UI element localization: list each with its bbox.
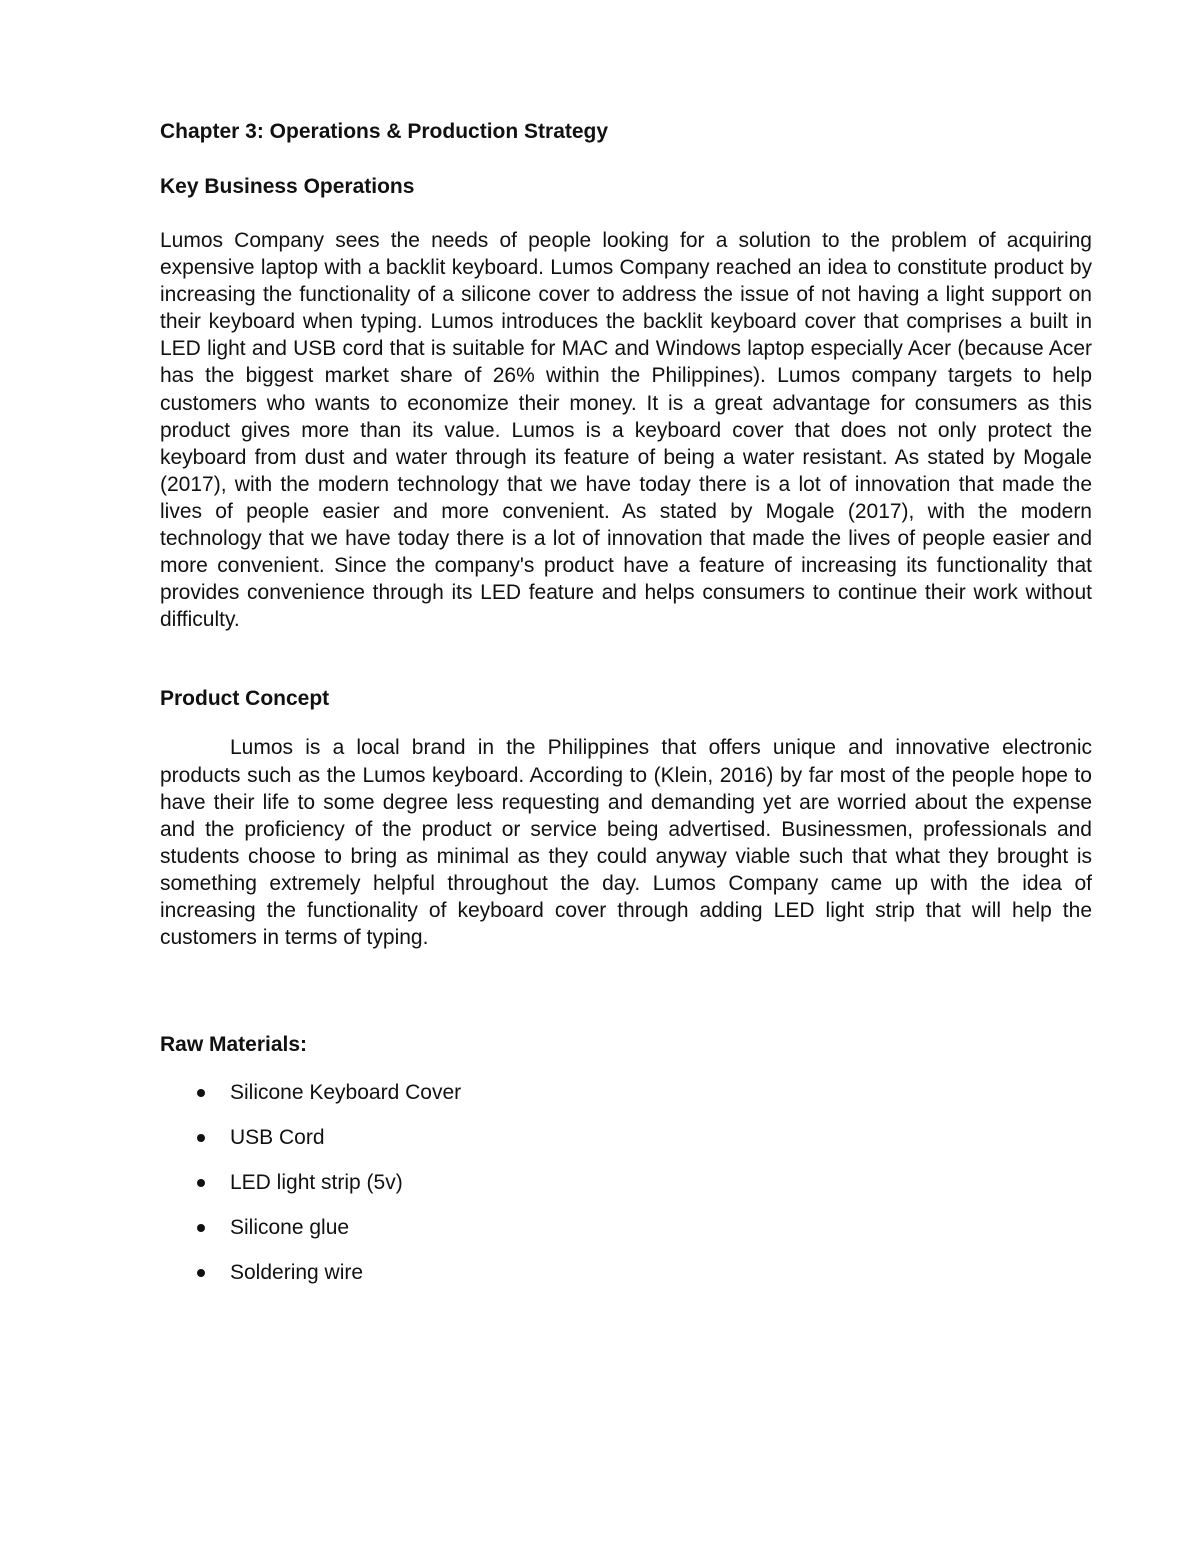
list-item	[160, 1124, 1092, 1169]
list-item	[160, 1079, 1092, 1124]
bullet-icon	[197, 1134, 205, 1142]
list-item-label: Soldering wire	[230, 1261, 364, 1285]
list-item-label: Silicone glue	[230, 1216, 350, 1240]
bullet-icon	[197, 1179, 205, 1187]
list-item	[160, 1214, 1092, 1259]
raw-materials-list	[160, 1079, 1092, 1304]
document-page	[160, 118, 1092, 1304]
bullet-icon	[197, 1224, 205, 1232]
bullet-icon	[197, 1269, 205, 1277]
list-item-label: Silicone Keyboard Cover	[230, 1081, 462, 1105]
list-item-label: LED light strip (5v)	[230, 1171, 403, 1195]
key-business-operations-heading: Key Business Operations	[160, 175, 415, 198]
list-item-label: USB Cord	[230, 1126, 325, 1150]
bullet-icon	[197, 1089, 205, 1097]
raw-materials-heading: Raw Materials:	[160, 1033, 308, 1057]
product-concept-heading: Product Concept	[160, 687, 330, 711]
list-item	[160, 1169, 1092, 1214]
product-concept-paragraph: Lumos is a local brand in the Philippines that offers unique and innovative electronic products such as the Lumos keyboard. According to (Klein, 2016) by far most of the people hope to have their life to some degree less requesting and demanding yet are worried about the expense and the proficiency of the product or service being advertised. Businessmen, professionals and students choose to bring as minimal as they could anyway viable such that what they brought is something extremely helpful throughout the day. Lumos Company came up with the idea of increasing the functionality of keyboard cover through adding LED light strip that will help the customers in terms of typing.	[160, 736, 1092, 950]
list-item	[160, 1259, 1092, 1304]
key-business-operations-paragraph: Lumos Company sees the needs of people looking for a solution to the problem of acquiring expensive laptop with a backlit keyboard. Lumos Company reached an idea to constitute product by increasing the functionality of a silicone cover to address the issue of not having a light support on their keyboard when typing. Lumos introduces the backlit keyboard cover that comprises a built in LED light and USB cord that is suitable for MAC and Windows laptop especially Acer (because Acer has the biggest market share of 26% within the Philippines). Lumos company targets to help customers who wants to economize their money. It is a great advantage for consumers as this product gives more than its value. Lumos is a keyboard cover that does not only protect the keyboard from dust and water through its feature of being a water resistant. As stated by Mogale (2017), with the modern technology that we have today there is a lot of innovation that made the lives of people easier and more convenient. As stated by Mogale (2017), with the modern technology that we have today there is a lot of innovation that made the lives of people easier and more convenient. Since the company's product have a feature of increasing its functionality that provides convenience through its LED feature and helps consumers to continue their work without difficulty.	[160, 229, 1092, 632]
chapter-title: Chapter 3: Operations & Production Strategy	[160, 120, 609, 143]
